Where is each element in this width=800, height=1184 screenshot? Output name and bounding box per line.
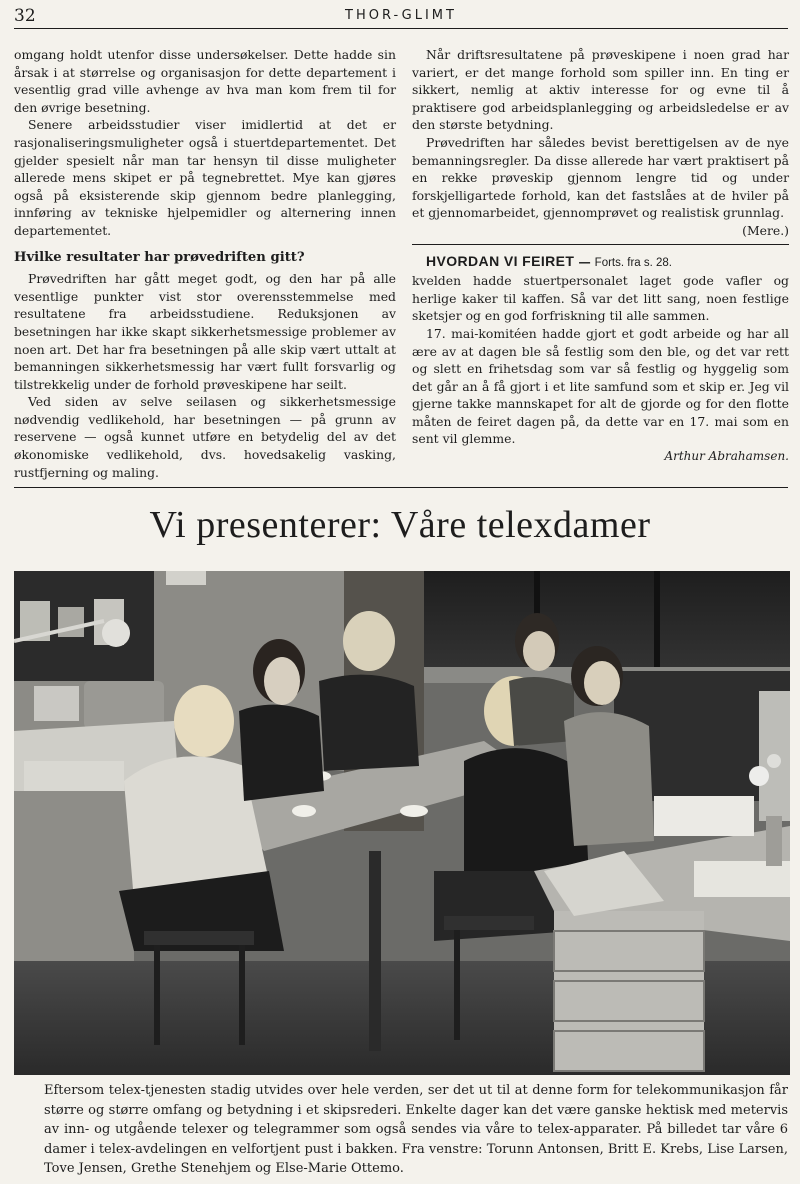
continuation-heading: [412, 253, 789, 273]
page-number: 32: [14, 6, 36, 26]
page-header: [14, 4, 788, 28]
author-signature: Arthur Abrahamsen.: [664, 449, 789, 464]
continuation-reference: Forts. fra s. 28.: [594, 256, 672, 269]
continuation-title: HVORDAN VI FEIRET: [426, 252, 575, 269]
group-photo: [14, 571, 790, 1075]
article-title: Vi presenterer: Våre telexdamer: [149, 504, 651, 546]
header-divider: [14, 28, 788, 29]
photo-caption: Eftersom telex-tjenesten stadig utvides over hele verden, ser det ut til at denne form for telekommunikasjon får større og større omfang og betydning i et skipsrederi. Enkelte dager kan det være ganske hektisk med metervis av inn- og utgående telexer og telegrammer som også sendes via våre to telex-apparater. På billedet tar våre 6 damer i telex-avdelingen en velfortjent pust i bakken. Fra venstre: Torunn Antonsen, Britt E. Krebs, Lise Larsen, Tove Jensen, Grethe Stenehjem og Else-Marie Ottemo.: [44, 1083, 788, 1176]
magazine-title: THOR-GLIMT: [345, 8, 457, 23]
section-divider: [14, 487, 788, 488]
left-column: [14, 46, 396, 481]
left-paragraph-4: Ved siden av selve seilasen og sikkerhetsmessige nødvendig vedlikehold, har besetningen — på grunn av reservene — også kunnet utføre en betydelig del av det økonomiske vedlikehold, dvs. hovedsakelig vasking, rustfjerning og maling.: [14, 394, 396, 480]
section-heading: Hvilke resultater har prøvedriften gitt?: [14, 249, 305, 265]
left-paragraph-2: Senere arbeidsstudier viser imidlertid at det er rasjonaliseringsmuligheter også i stuertdepartementet. Det gjelder spesielt når man tar hensyn til disse muligheter allerede mens skipet er på tegnebrettet. Mye kan gjøres også på eksisterende skip gjennom bedre planlegging, innføring av tekniske hjelpemidler og alternering innen departementet.: [14, 117, 396, 238]
continuation-dash: —: [578, 253, 591, 269]
right-paragraph-3: kvelden hadde stuertpersonalet laget gode vafler og herlige kaker til kaffen. Så var det litt sang, noen festlige sketsjer og en god forfriskning til alle sammen.: [412, 273, 789, 324]
right-column: [412, 46, 789, 466]
left-paragraph-3: Prøvedriften har gått meget godt, og den har på alle vesentlige punkter vist stor overensstemmelse med resultatene fra arbeidsstudiene. Reduksjonen av besetningen har ikke skapt sikkerhetsmessige problemer av noen art. Det har fra besetningen på alle skip vært uttalt at bemanningen sikkerhetsmessig har vært fullt forsvarlig og tilstrekkelig under de forhold prøveskipene har seilt.: [14, 271, 396, 392]
right-paragraph-2: Prøvedriften har således bevist berettigelsen av de nye bemanningsregler. Da disse allerede har vært praktisert på en rekke prøveskip gjennom lengre tid og under forskjelligartede forhold, kan det fastslåes at de hviler på et gjennomarbeidet, gjennomprøvet og realistisk grunnlag.: [412, 134, 789, 221]
column-divider: [412, 244, 789, 245]
right-paragraph-1: Når driftsresultatene på prøveskipene i noen grad har variert, er det mange forhold som spiller inn. En ting er sikkert, nemlig at aktiv interesse for og evne til å praktisere god arbeidsplanlegging og arbeidsledelse er av den største betydning.: [412, 47, 789, 133]
photo-illustration: [14, 571, 790, 1075]
left-paragraph-1: omgang holdt utenfor disse undersøkelser. Dette hadde sin årsak i at størrelse og organisasjon for dette departement i vesentlig grad ville avhenge av hva man kom frem til for den øvrige besetning.: [14, 47, 396, 115]
continued-marker: (Mere.): [742, 222, 789, 238]
right-paragraph-4: 17. mai-komitéen hadde gjort et godt arbeide og har all ære av at dagen ble så festlig som den ble, og det var rett og slett en frihetsdag som var så festlig og hyggelig som det går an å få gjort i et lite samfund som et skip er. Jeg vil gjerne takke mannskapet for alt de gjorde og for den flotte måten de feiret dagen på, da dette var en 17. mai som en sent vil glemme.: [412, 325, 789, 447]
